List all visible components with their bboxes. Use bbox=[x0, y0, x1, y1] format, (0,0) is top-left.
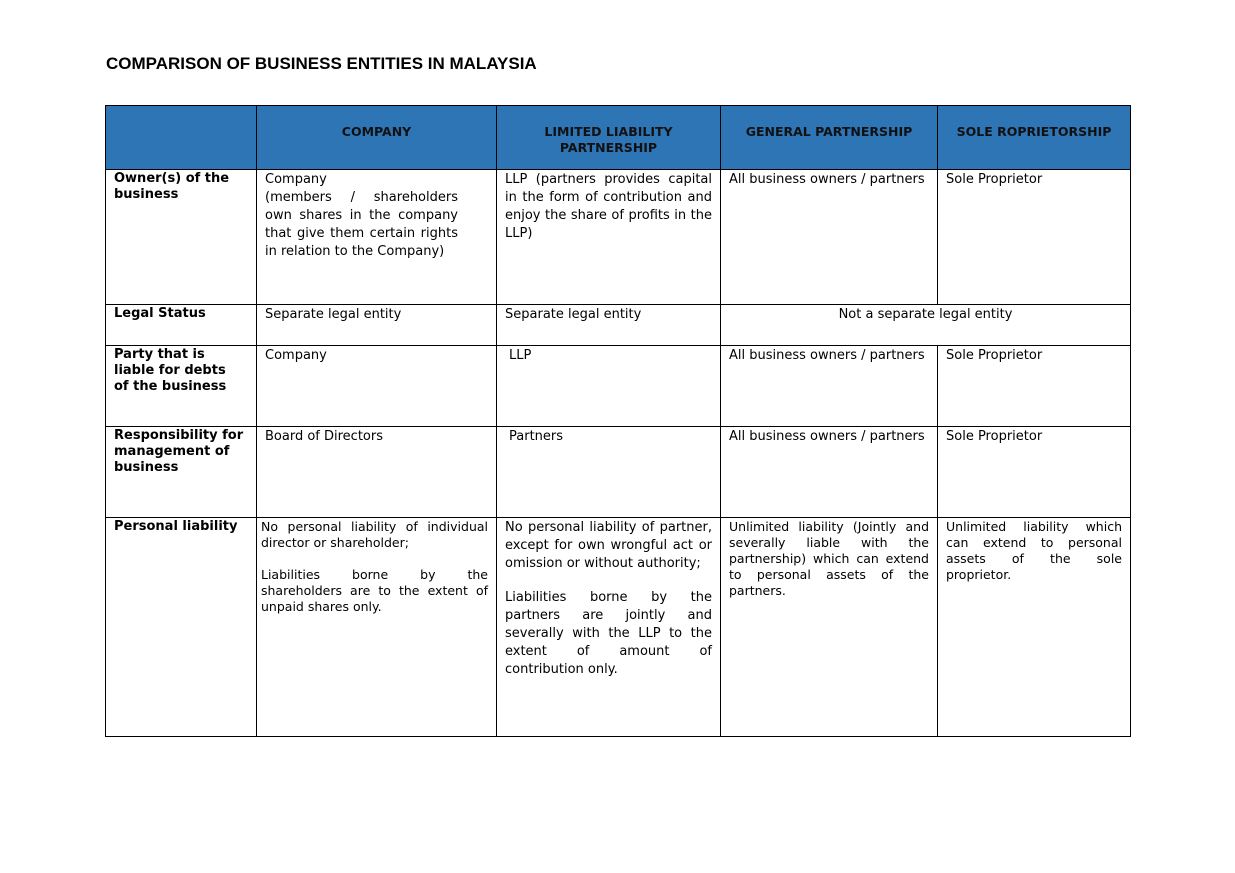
cell-liable-gp: All business owners / partners bbox=[721, 346, 938, 427]
cell-personal-gp: Unlimited liability (Jointly and severally liable with the partnership) which can extend to personal assets of the partners. bbox=[721, 518, 938, 737]
row-label-owners: Owner(s) of the business bbox=[106, 170, 257, 305]
cell-owners-sp: Sole Proprietor bbox=[938, 170, 1131, 305]
cell-liable-llp: LLP bbox=[497, 346, 721, 427]
cell-management-llp: Partners bbox=[497, 427, 721, 518]
cell-personal-llp: No personal liability of partner, except for own wrongful act or omission or without authority; Liabilities borne by the partners are jointly and severally with the LLP to the extent of amount of contribution only. bbox=[497, 518, 721, 737]
page-title: COMPARISON OF BUSINESS ENTITIES IN MALAYSIA bbox=[106, 54, 537, 73]
cell-management-company: Board of Directors bbox=[257, 427, 497, 518]
header-general-partnership: GENERAL PARTNERSHIP bbox=[721, 106, 938, 170]
table-row bbox=[106, 305, 1131, 346]
row-label-legal-status: Legal Status bbox=[106, 305, 257, 346]
cell-personal-company: No personal liability of individual director or shareholder; Liabilities borne by the shareholders are to the extent of unpaid shares only. bbox=[257, 518, 497, 737]
table-row bbox=[106, 346, 1131, 427]
row-label-management: Responsibility for management of business bbox=[106, 427, 257, 518]
cell-management-gp: All business owners / partners bbox=[721, 427, 938, 518]
cell-legal-company: Separate legal entity bbox=[257, 305, 497, 346]
row-label-personal-liability: Personal liability bbox=[106, 518, 257, 737]
table-row bbox=[106, 518, 1131, 737]
cell-owners-gp: All business owners / partners bbox=[721, 170, 938, 305]
header-sole-proprietorship: SOLE ROPRIETORSHIP bbox=[938, 106, 1131, 170]
cell-owners-llp: LLP (partners provides capital in the form of contribution and enjoy the share of profits in the LLP) bbox=[497, 170, 721, 305]
cell-management-sp: Sole Proprietor bbox=[938, 427, 1131, 518]
table-row bbox=[106, 427, 1131, 518]
header-blank bbox=[106, 106, 257, 170]
header-llp: LIMITED LIABILITY PARTNERSHIP bbox=[497, 106, 721, 170]
cell-legal-gp-sp: Not a separate legal entity bbox=[721, 305, 1131, 346]
row-label-liable: Party that is liable for debts of the business bbox=[106, 346, 257, 427]
comparison-table bbox=[105, 105, 1131, 737]
header-row bbox=[106, 106, 1131, 170]
table-row bbox=[106, 170, 1131, 305]
cell-liable-company: Company bbox=[257, 346, 497, 427]
cell-owners-company: Company (members / shareholders own shares in the company that give them certain rights in relation to the Company) bbox=[257, 170, 497, 305]
cell-liable-sp: Sole Proprietor bbox=[938, 346, 1131, 427]
header-company: COMPANY bbox=[257, 106, 497, 170]
cell-legal-llp: Separate legal entity bbox=[497, 305, 721, 346]
cell-personal-sp: Unlimited liability which can extend to personal assets of the sole proprietor. bbox=[938, 518, 1131, 737]
